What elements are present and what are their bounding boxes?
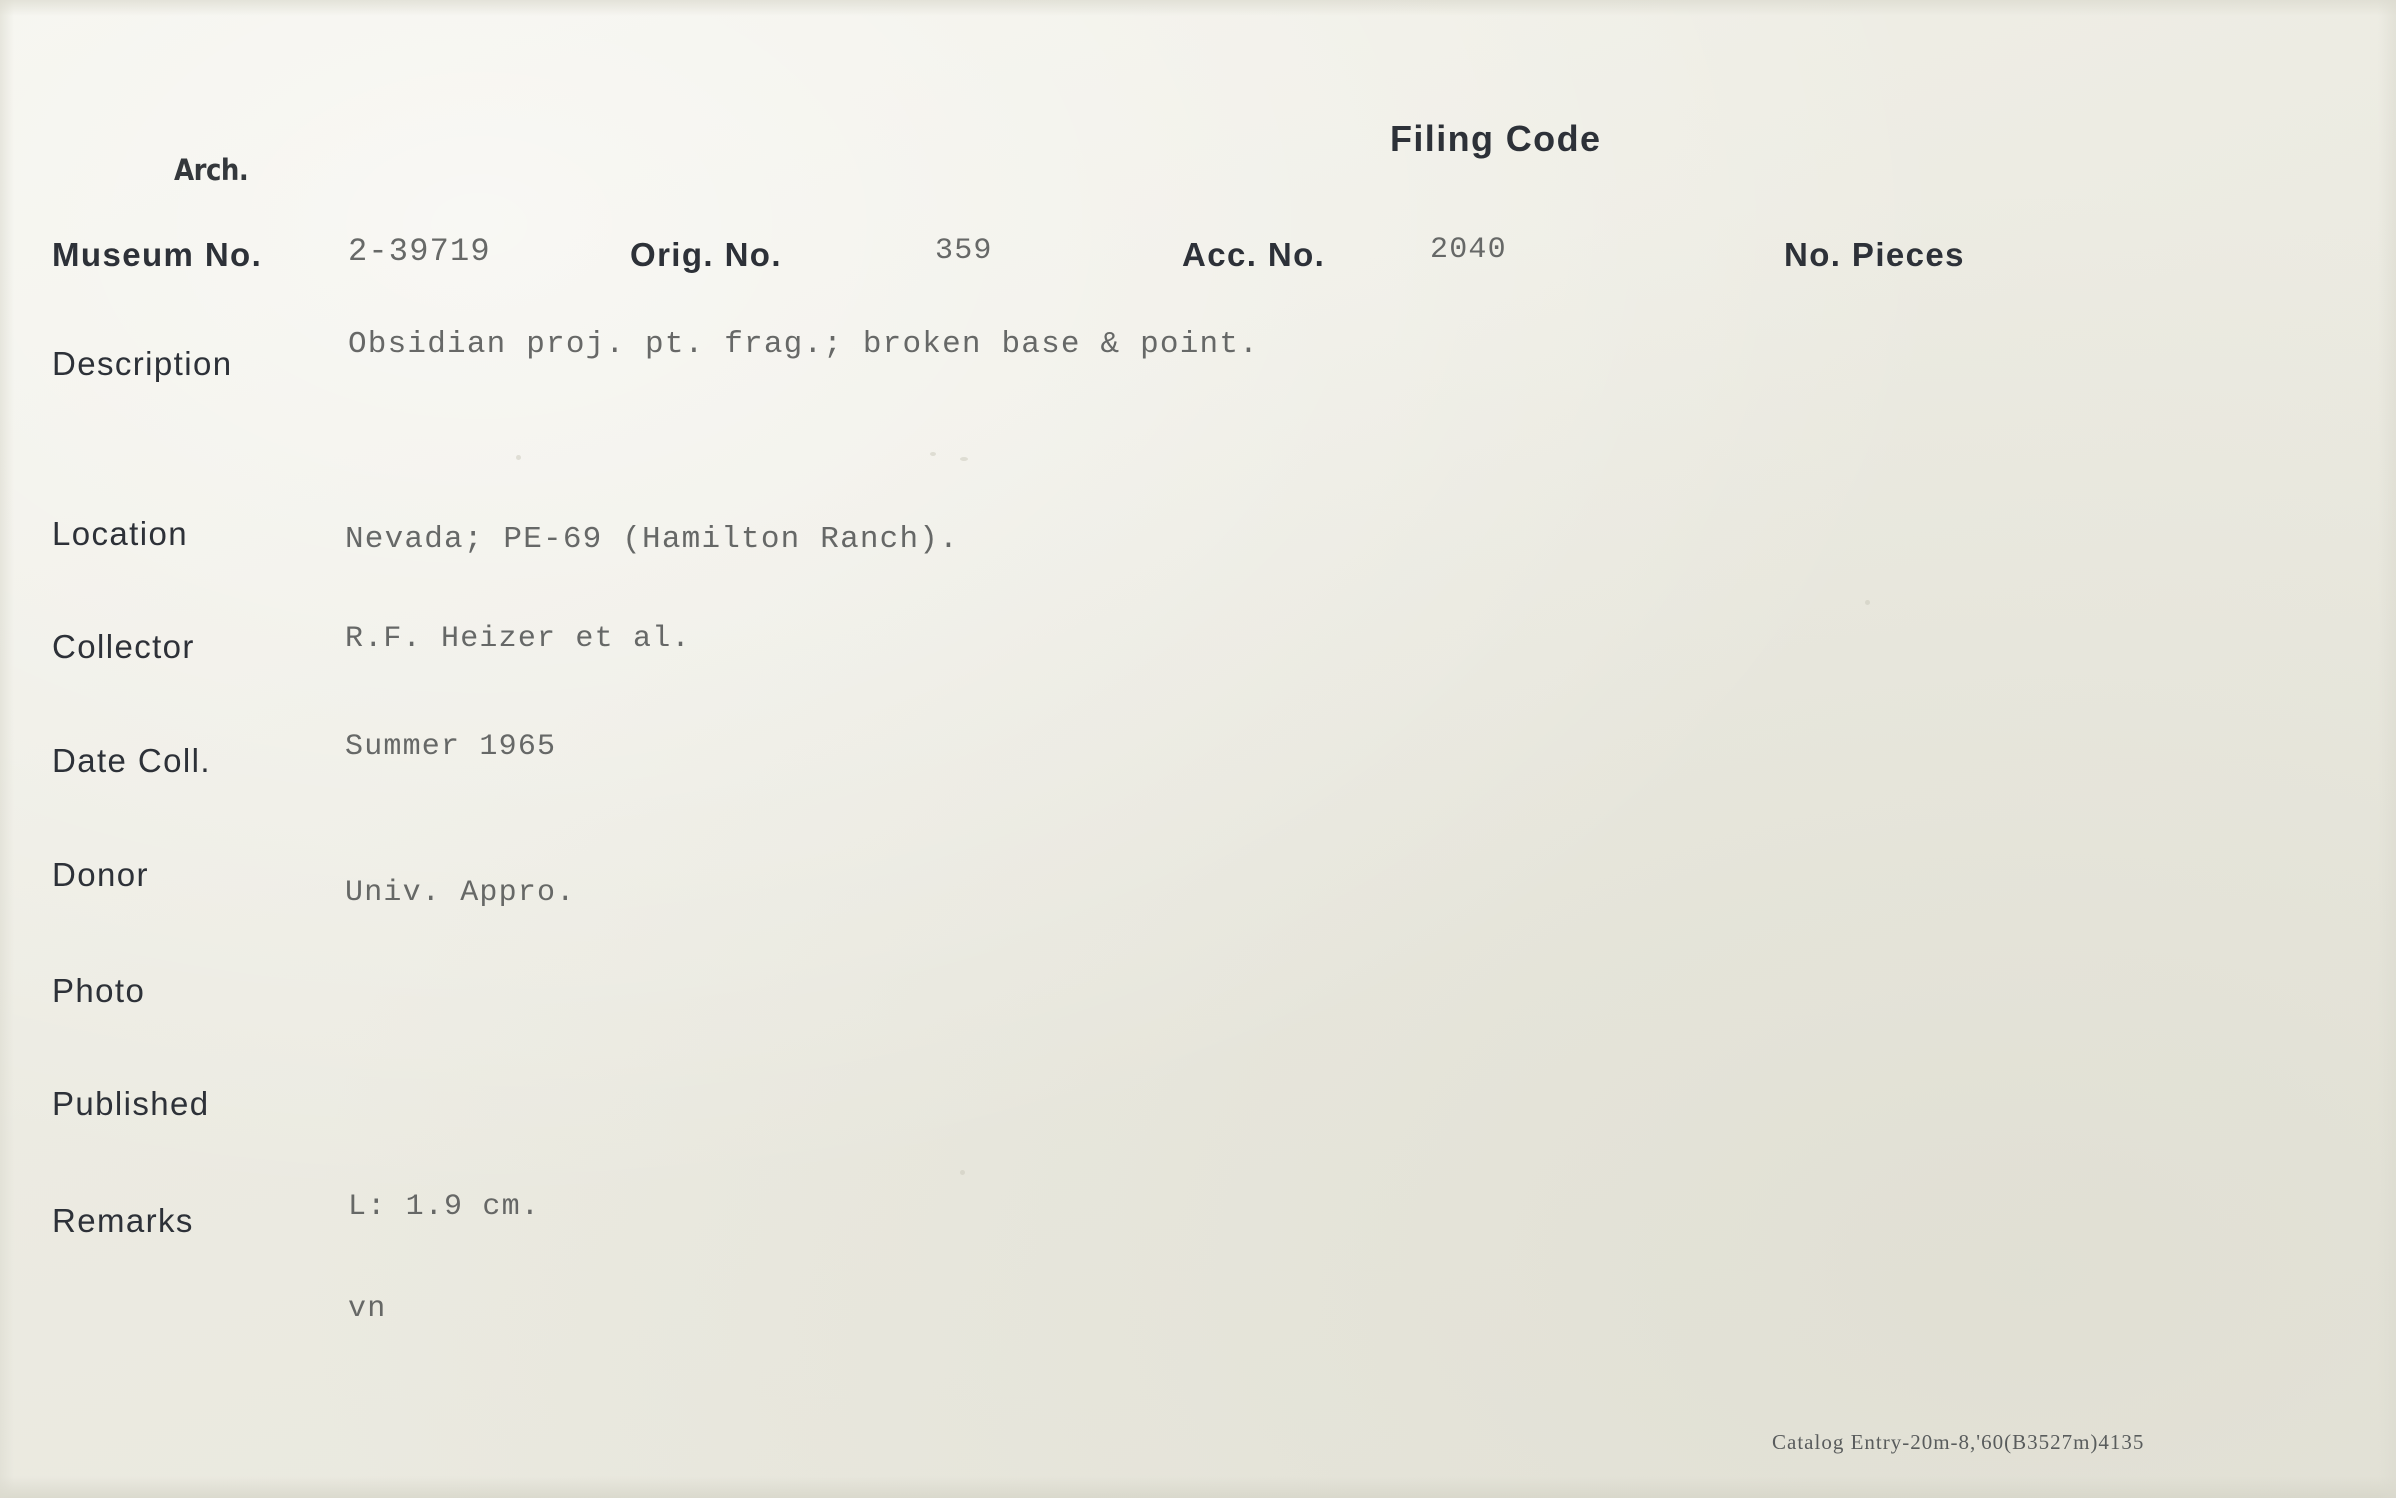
date-coll-label: Date Coll. xyxy=(52,742,211,779)
arch-stamp: Arch. xyxy=(174,154,249,188)
remarks-value: L: 1.9 cm. xyxy=(348,1190,541,1224)
filing-code-label: Filing Code xyxy=(1390,118,1602,159)
published-label: Published xyxy=(52,1085,210,1122)
remarks-label: Remarks xyxy=(52,1202,194,1239)
remarks-value-secondary: vn xyxy=(348,1292,387,1326)
description-label: Description xyxy=(52,345,233,382)
location-value: Nevada; PE-69 (Hamilton Ranch). xyxy=(345,522,959,557)
orig-no-label: Orig. No. xyxy=(630,236,782,273)
catalog-entry-footer: Catalog Entry-20m-8,'60(B3527m)4135 xyxy=(1772,1430,2145,1454)
acc-no-value: 2040 xyxy=(1430,233,1507,267)
paper-speck xyxy=(516,455,521,460)
paper-speck xyxy=(960,457,968,461)
location-label: Location xyxy=(52,515,188,552)
no-pieces-label: No. Pieces xyxy=(1784,236,1965,273)
donor-label: Donor xyxy=(52,856,149,893)
museum-no-label: Museum No. xyxy=(52,236,263,273)
card-edge-shadow-top xyxy=(0,0,2396,16)
acc-no-label: Acc. No. xyxy=(1182,236,1326,273)
museum-no-value: 2-39719 xyxy=(348,233,491,270)
paper-speck xyxy=(930,452,936,456)
photo-label: Photo xyxy=(52,972,146,1009)
orig-no-value: 359 xyxy=(935,234,993,268)
card-edge-shadow-left xyxy=(0,0,14,1498)
collector-label: Collector xyxy=(52,628,195,665)
paper-speck xyxy=(1865,600,1870,605)
card-edge-shadow-right xyxy=(2378,0,2396,1498)
collector-value: R.F. Heizer et al. xyxy=(345,622,691,656)
card-edge-shadow-bottom xyxy=(0,1476,2396,1498)
date-coll-value: Summer 1965 xyxy=(345,730,557,764)
description-value: Obsidian proj. pt. frag.; broken base & point. xyxy=(348,327,1259,362)
paper-speck xyxy=(960,1170,965,1175)
donor-value: Univ. Appro. xyxy=(345,876,576,910)
